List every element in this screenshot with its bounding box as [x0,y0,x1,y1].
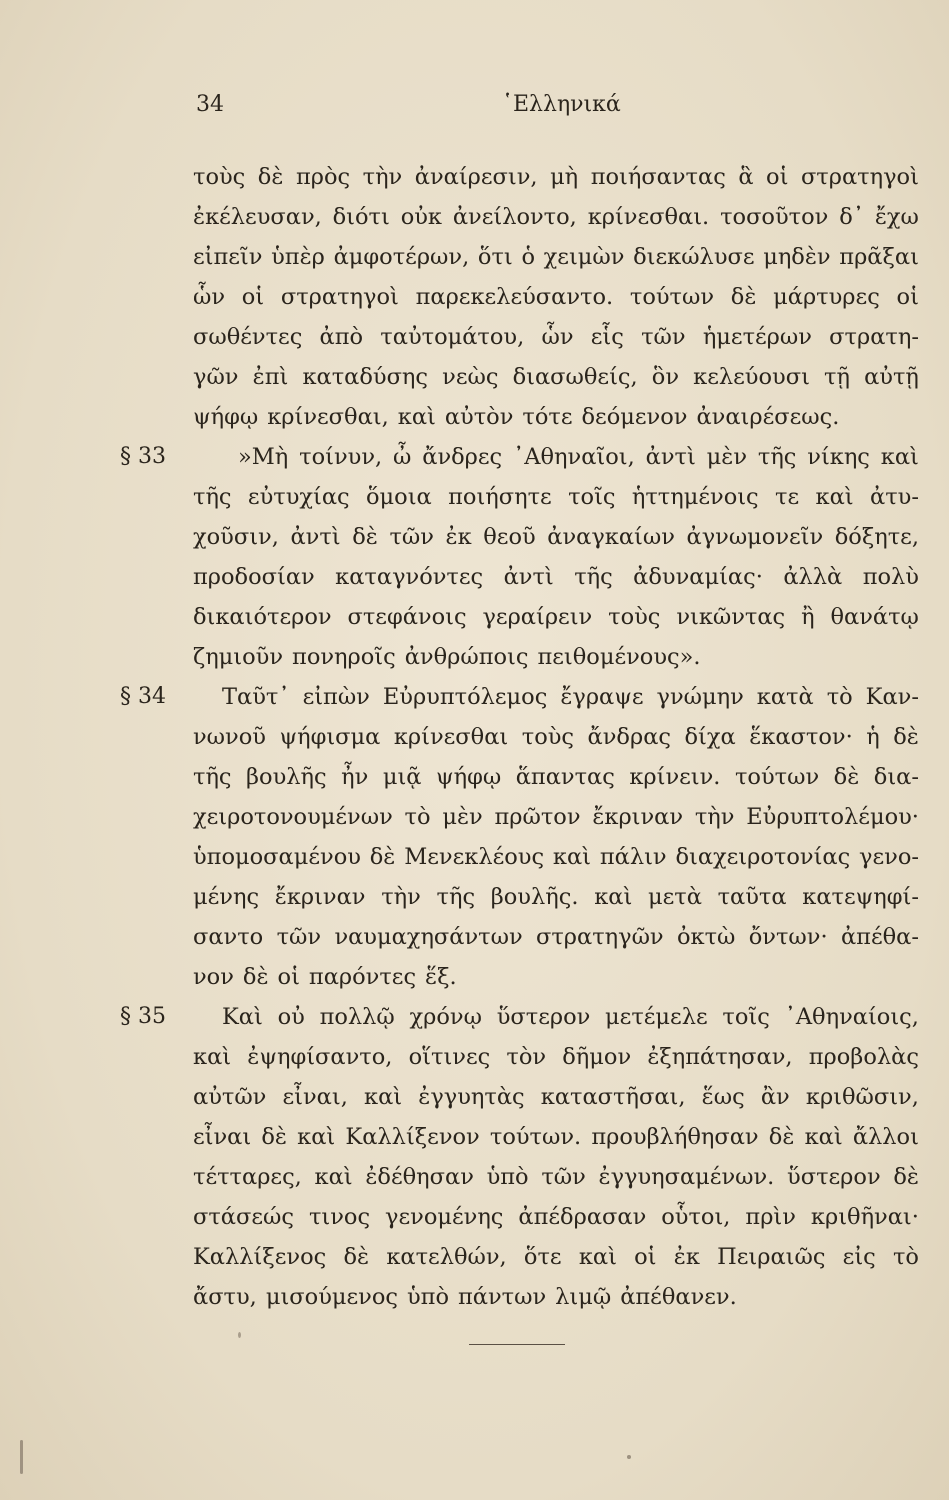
text-line: »Μὴ τοίνυν, ὦ ἄνδρες ᾽Αθηναῖοι, ἀντὶ μὲν τῆς νίκης καὶ [238,444,919,470]
text-line: ζημιοῦν πονηροῖς ἀνθρώποις πειθομένους». [193,644,701,670]
text-line: Ταῦτ᾽ εἰπὼν Εὐρυπτόλεμος ἔγραψε γνώμην κατὰ τὸ Καν- [222,684,919,710]
text-line: δικαιότερον στεφάνοις γεραίρειν τοὺς νικῶντας ἢ θανάτῳ [193,604,919,630]
text-line: ὧν οἱ στρατηγοὶ παρεκελεύσαντο. τούτων δὲ μάρτυρες οἱ [193,284,919,310]
text-line: χειροτονουμένων τὸ μὲν πρῶτον ἔκριναν τὴν Εὐρυπτολέμου· [193,804,919,830]
text-line: νον δὲ οἱ παρόντες ἕξ. [193,964,457,990]
text-line: ὑπομοσαμένου δὲ Μενεκλέους καὶ πάλιν διαχειροτονίας γενο- [193,844,919,870]
text-line: Καὶ οὐ πολλῷ χρόνῳ ὕστερον μετέμελε τοῖς ᾽Αθηναίοις, [222,1004,919,1030]
page-header [196,92,916,122]
section-marker: § 33 [120,444,166,469]
text-line: καὶ ἐψηφίσαντο, οἵτινες τὸν δῆμον ἐξηπάτησαν, προβολὰς [193,1044,919,1070]
section-marker: § 35 [120,1004,166,1029]
text-line: τῆς εὐτυχίας ὅμοια ποιήσητε τοῖς ἡττημένοις τε καὶ ἀτυ- [193,484,919,510]
text-line: γῶν ἐπὶ καταδύσης νεὼς διασωθείς, ὃν κελεύουσι τῇ αὐτῇ [193,364,919,390]
text-line: ἐκέλευσαν, διότι οὐκ ἀνείλοντο, κρίνεσθαι. τοσοῦτον δ᾽ ἔχω [193,204,919,230]
text-line: Καλλίξενος δὲ κατελθών, ὅτε καὶ οἱ ἐκ Πειραιῶς εἰς τὸ [193,1244,919,1270]
text-line: εἶναι δὲ καὶ Καλλίξενον τούτων. προυβλήθησαν δὲ καὶ ἄλλοι [193,1124,919,1150]
text-line: τῆς βουλῆς ἦν μιᾷ ψήφῳ ἅπαντας κρίνειν. τούτων δὲ δια- [193,764,919,790]
page-speck [238,1332,241,1338]
text-line: χοῦσιν, ἀντὶ δὲ τῶν ἐκ θεοῦ ἀναγκαίων ἀγνωμονεῖν δόξητε, [193,524,919,550]
text-line: ἄστυ, μισούμενος ὑπὸ πάντων λιμῷ ἀπέθανεν. [193,1284,737,1310]
text-line: στάσεώς τινος γενομένης ἀπέδρασαν οὗτοι, πρὶν κριθῆναι· [193,1204,919,1230]
section-marker: § 34 [120,684,166,709]
text-line: νωνοῦ ψήφισμα κρίνεσθαι τοὺς ἄνδρας δίχα ἕκαστον· ἡ δὲ [193,724,919,750]
text-line: προδοσίαν καταγνόντες ἀντὶ τῆς ἀδυναμίας· ἀλλὰ πολὺ [193,564,919,590]
page-number: 34 [196,92,224,117]
text-line: σαντο τῶν ναυμαχησάντων στρατηγῶν ὀκτὼ ὄντων· ἀπέθα- [193,924,919,950]
running-title: ῾Ελληνικά [502,92,621,117]
text-line: μένης ἔκριναν τὴν τῆς βουλῆς. καὶ μετὰ ταῦτα κατεψηφί- [193,884,919,910]
page-speck [627,1455,631,1459]
text-line: εἰπεῖν ὑπὲρ ἀμφοτέρων, ὅτι ὁ χειμὼν διεκώλυσε μηδὲν πρᾶξαι [193,244,919,270]
text-line: τοὺς δὲ πρὸς τὴν ἀναίρεσιν, μὴ ποιήσαντας ἃ οἱ στρατηγοὶ [193,164,919,190]
page-speck [20,1440,23,1474]
text-line: σωθέντες ἀπὸ ταὐτομάτου, ὧν εἷς τῶν ἡμετέρων στρατη- [193,324,919,350]
text-line: αὐτῶν εἶναι, καὶ ἐγγυητὰς καταστῆσαι, ἕως ἂν κριθῶσιν, [193,1084,919,1110]
text-line: ψήφῳ κρίνεσθαι, καὶ αὐτὸν τότε δεόμενον ἀναιρέσεως. [193,404,840,430]
text-line: τέτταρες, καὶ ἐδέθησαν ὑπὸ τῶν ἐγγυησαμένων. ὕστερον δὲ [193,1164,919,1190]
end-rule [469,1344,565,1345]
